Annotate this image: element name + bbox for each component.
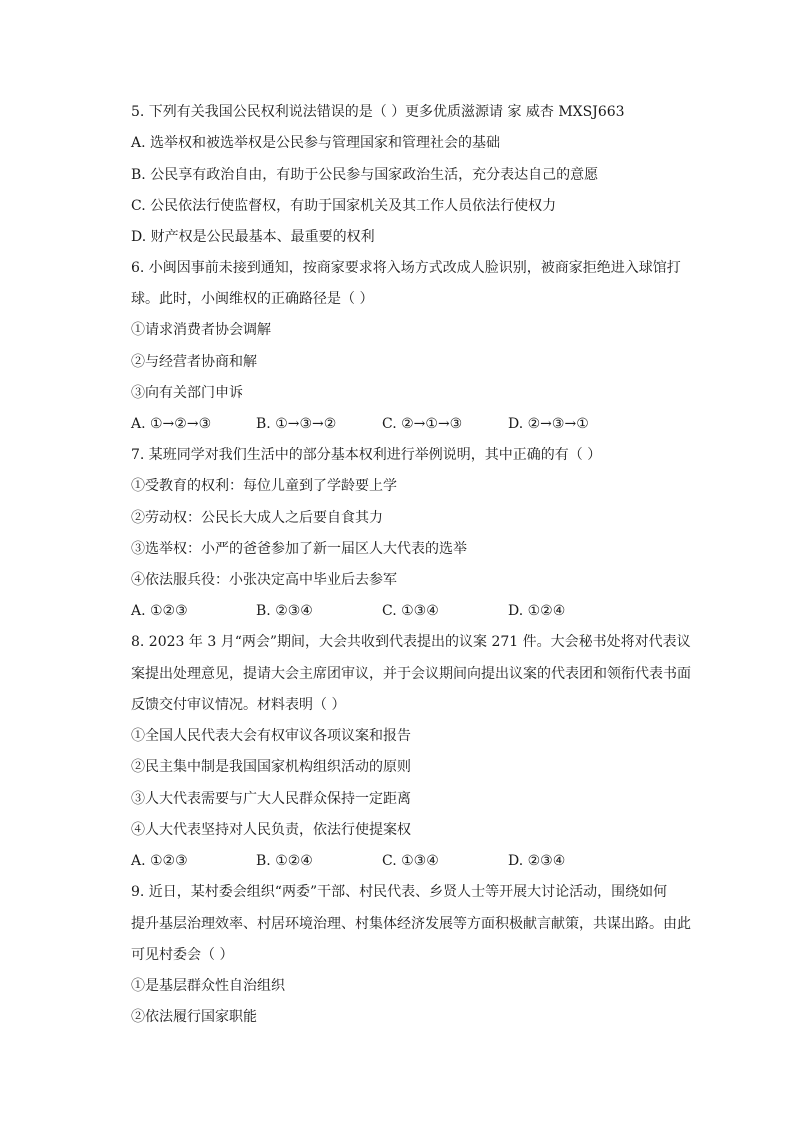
q6-stem-line2: 球。此时，小闽维权的正确路径是（ ）: [131, 291, 374, 307]
q8-statement-2: ②民主集中制是我国国家机构组织活动的原则: [131, 759, 411, 775]
q5-option-a: A. 选举权和被选举权是公民参与管理国家和管理社会的基础: [131, 135, 501, 151]
q8-stem-line2: 案提出处理意见，提请大会主席团审议，并于会议期间向提出议案的代表团和领衔代表书面: [131, 666, 691, 682]
q8-stem-line3: 反馈交付审议情况。材料表明（ ）: [131, 697, 346, 713]
q7-options: [131, 601, 711, 621]
q5-stem: 5. 下列有关我国公民权利说法错误的是（ ）: [131, 104, 406, 120]
q8-option-a: A. ①②③: [131, 853, 188, 869]
q6-statement-2: ②与经营者协商和解: [131, 354, 257, 370]
q9-stem-line2: 提升基层治理效率、村居环境治理、村集体经济发展等方面积极献言献策，共谋出路。由此: [131, 916, 691, 932]
q7-statement-2: ②劳动权：公民长大成人之后要自食其力: [131, 510, 383, 526]
q5-option-c: C. 公民依法行使监督权，有助于国家机关及其工作人员依法行使权力: [131, 198, 557, 214]
q9-stem-line1: 9. 近日，某村委会组织“两委”干部、村民代表、乡贤人士等开展大讨论活动，围绕如何: [131, 884, 668, 900]
q8-statement-4: ④人大代表坚持对人民负责，依法行使提案权: [131, 822, 411, 838]
q7-statement-3: ③选举权：小严的爸爸参加了新一届区人大代表的选举: [131, 541, 467, 557]
q9-statement-2: ②依法履行国家职能: [131, 1009, 257, 1025]
q8-option-c: C. ①③④: [382, 853, 439, 869]
q8-options: [131, 851, 711, 871]
q6-option-d: D. ②→③→①: [508, 416, 589, 432]
q7-statement-4: ④依法服兵役：小张决定高中毕业后去参军: [131, 572, 397, 588]
q5-watermark-text: 更多优质滋源请 家 威杏 MXSJ663: [405, 104, 625, 120]
q7-option-c: C. ①③④: [382, 603, 439, 619]
q8-stem-line1: 8. 2023 年 3 月“两会”期间，大会共收到代表提出的议案 271 件。大会秘书处将对代表议: [131, 634, 691, 650]
q8-option-b: B. ①②④: [256, 853, 313, 869]
q8-statement-1: ①全国人民代表大会有权审议各项议案和报告: [131, 728, 411, 744]
q6-options: [131, 414, 711, 434]
q6-option-b: B. ①→③→②: [256, 416, 337, 432]
q6-statement-1: ①请求消费者协会调解: [131, 322, 271, 338]
q8-statement-3: ③人大代表需要与广大人民群众保持一定距离: [131, 791, 411, 807]
q7-stem: 7. 某班同学对我们生活中的部分基本权利进行举例说明，其中正确的有（ ）: [131, 447, 602, 463]
q9-statement-1: ①是基层群众性自治组织: [131, 978, 285, 994]
q6-option-a: A. ①→②→③: [131, 416, 212, 432]
q6-stem-line1: 6. 小闽因事前未接到通知，按商家要求将入场方式改成人脸识别，被商家拒绝进入球馆打: [131, 260, 681, 276]
q7-option-a: A. ①②③: [131, 603, 188, 619]
q7-option-d: D. ①②④: [508, 603, 566, 619]
q7-option-b: B. ②③④: [256, 603, 313, 619]
q8-option-d: D. ②③④: [508, 853, 566, 869]
q6-option-c: C. ②→①→③: [382, 416, 463, 432]
q6-statement-3: ③向有关部门申诉: [131, 385, 243, 401]
q7-statement-1: ①受教育的权利：每位儿童到了学龄要上学: [131, 478, 397, 494]
q5-option-d: D. 财产权是公民最基本、最重要的权利: [131, 229, 375, 245]
q5-option-b: B. 公民享有政治自由，有助于公民参与国家政治生活，充分表达自己的意愿: [131, 167, 599, 183]
q9-stem-line3: 可见村委会（ ）: [131, 947, 234, 963]
